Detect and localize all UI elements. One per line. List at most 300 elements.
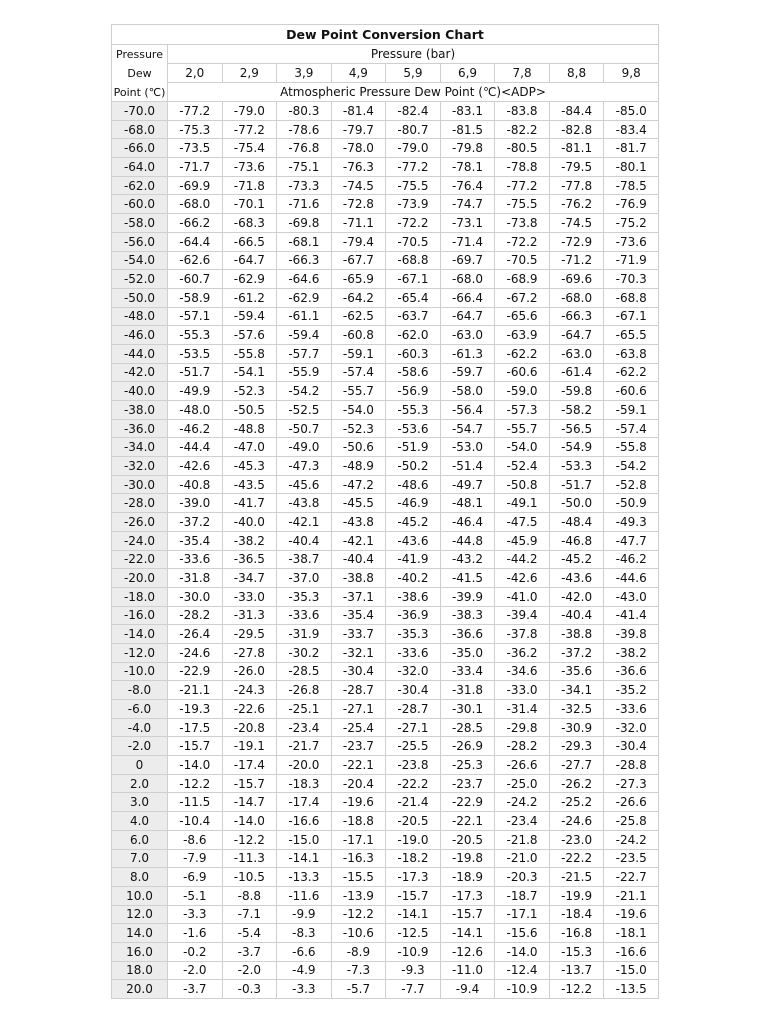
adp-cell: -32.5 xyxy=(550,700,604,718)
adp-cell: -35.2 xyxy=(604,681,658,699)
adp-cell: -43.6 xyxy=(386,532,440,550)
adp-cell: -21.5 xyxy=(550,868,604,886)
adp-cell: -62.6 xyxy=(168,252,222,270)
adp-cell: -50.5 xyxy=(223,401,277,419)
adp-cell: -25.2 xyxy=(550,793,604,811)
adp-cell: -78.8 xyxy=(495,158,549,176)
adp-cell: -77.2 xyxy=(386,158,440,176)
adp-cell: -21.0 xyxy=(495,850,549,868)
adp-cell: -19.9 xyxy=(550,887,604,905)
adp-cell: -40.8 xyxy=(168,476,222,494)
adp-cell: -41.4 xyxy=(604,607,658,625)
adp-cell: -64.4 xyxy=(168,233,222,251)
adp-cell: -80.1 xyxy=(604,158,658,176)
adp-cell: -10.4 xyxy=(168,812,222,830)
adp-cell: -40.4 xyxy=(550,607,604,625)
adp-cell: -0.3 xyxy=(223,980,277,998)
stub-line-point: Point (℃) xyxy=(113,85,166,99)
adp-cell: -83.4 xyxy=(604,121,658,139)
adp-cell: -52.3 xyxy=(223,382,277,400)
adp-cell: -15.7 xyxy=(168,737,222,755)
adp-cell: -9.4 xyxy=(441,980,495,998)
adp-cell: -59.4 xyxy=(223,308,277,326)
adp-cell: -28.7 xyxy=(386,700,440,718)
adp-cell: -62.2 xyxy=(495,345,549,363)
adp-cell: -78.6 xyxy=(277,121,331,139)
adp-cell: -20.8 xyxy=(223,719,277,737)
adp-cell: -15.7 xyxy=(223,775,277,793)
table-row xyxy=(112,850,658,868)
dew-point-label: 10.0 xyxy=(112,887,167,905)
table-row xyxy=(112,756,658,774)
adp-cell: -15.5 xyxy=(332,868,386,886)
adp-cell: -49.3 xyxy=(604,513,658,531)
adp-cell: -46.2 xyxy=(604,551,658,569)
adp-cell: -53.3 xyxy=(550,457,604,475)
adp-cell: -33.0 xyxy=(223,588,277,606)
dew-point-label: 0 xyxy=(112,756,167,774)
dew-point-label: -62.0 xyxy=(112,177,167,195)
adp-cell: -15.3 xyxy=(550,943,604,961)
adp-cell: -66.3 xyxy=(550,308,604,326)
adp-cell: -31.3 xyxy=(223,607,277,625)
adp-cell: -72.9 xyxy=(550,233,604,251)
adp-cell: -31.9 xyxy=(277,625,331,643)
dew-point-label: -54.0 xyxy=(112,252,167,270)
adp-cell: -49.0 xyxy=(277,438,331,456)
adp-cell: -45.2 xyxy=(386,513,440,531)
adp-cell: -17.1 xyxy=(495,906,549,924)
adp-cell: -62.2 xyxy=(604,364,658,382)
adp-cell: -27.7 xyxy=(550,756,604,774)
adp-cell: -23.0 xyxy=(550,831,604,849)
adp-cell: -18.9 xyxy=(441,868,495,886)
adp-cell: -14.7 xyxy=(223,793,277,811)
adp-cell: -46.8 xyxy=(550,532,604,550)
adp-cell: -13.7 xyxy=(550,962,604,980)
dew-point-label: -52.0 xyxy=(112,270,167,288)
adp-cell: -18.8 xyxy=(332,812,386,830)
adp-cell: -15.0 xyxy=(604,962,658,980)
dew-point-label: -34.0 xyxy=(112,438,167,456)
adp-header: Atmospheric Pressure Dew Point (℃)<ADP> xyxy=(168,83,658,101)
adp-cell: -30.1 xyxy=(441,700,495,718)
adp-cell: -25.0 xyxy=(495,775,549,793)
adp-cell: -23.7 xyxy=(332,737,386,755)
adp-cell: -30.4 xyxy=(604,737,658,755)
dew-point-label: -70.0 xyxy=(112,102,167,120)
adp-cell: -29.8 xyxy=(495,719,549,737)
dew-point-label: -68.0 xyxy=(112,121,167,139)
table-row xyxy=(112,831,658,849)
adp-cell: -45.3 xyxy=(223,457,277,475)
adp-cell: -33.6 xyxy=(168,551,222,569)
adp-cell: -22.2 xyxy=(550,850,604,868)
adp-cell: -2.0 xyxy=(168,962,222,980)
adp-cell: -76.3 xyxy=(332,158,386,176)
adp-cell: -32.0 xyxy=(604,719,658,737)
dew-point-label: -58.0 xyxy=(112,214,167,232)
table-row xyxy=(112,102,658,120)
adp-cell: -55.7 xyxy=(332,382,386,400)
adp-cell: -44.2 xyxy=(495,551,549,569)
adp-cell: -84.4 xyxy=(550,102,604,120)
dew-point-table xyxy=(111,24,659,999)
pressure-col-header: 5,9 xyxy=(386,64,440,82)
adp-cell: -8.3 xyxy=(277,924,331,942)
dew-point-label: -42.0 xyxy=(112,364,167,382)
adp-cell: -68.8 xyxy=(386,252,440,270)
adp-cell: -18.4 xyxy=(550,906,604,924)
dew-point-label: -48.0 xyxy=(112,308,167,326)
table-row xyxy=(112,401,658,419)
adp-cell: -24.6 xyxy=(550,812,604,830)
dew-point-label: -18.0 xyxy=(112,588,167,606)
adp-cell: -19.8 xyxy=(441,850,495,868)
adp-cell: -59.7 xyxy=(441,364,495,382)
adp-cell: -71.7 xyxy=(168,158,222,176)
adp-cell: -49.1 xyxy=(495,494,549,512)
adp-cell: -57.6 xyxy=(223,326,277,344)
adp-cell: -65.6 xyxy=(495,308,549,326)
adp-cell: -32.0 xyxy=(386,663,440,681)
table-row xyxy=(112,233,658,251)
adp-cell: -7.9 xyxy=(168,850,222,868)
adp-cell: -22.6 xyxy=(223,700,277,718)
adp-cell: -11.0 xyxy=(441,962,495,980)
adp-cell: -56.4 xyxy=(441,401,495,419)
adp-cell: -17.3 xyxy=(441,887,495,905)
adp-cell: -78.5 xyxy=(604,177,658,195)
adp-cell: -18.2 xyxy=(386,850,440,868)
table-row xyxy=(112,438,658,456)
adp-cell: -72.2 xyxy=(495,233,549,251)
table-row xyxy=(112,569,658,587)
adp-cell: -30.4 xyxy=(386,681,440,699)
table-row xyxy=(112,382,658,400)
adp-cell: -3.3 xyxy=(277,980,331,998)
dew-point-label: -26.0 xyxy=(112,513,167,531)
adp-cell: -70.1 xyxy=(223,195,277,213)
table-row xyxy=(112,551,658,569)
table-row xyxy=(112,476,658,494)
adp-cell: -38.2 xyxy=(223,532,277,550)
adp-cell: -14.1 xyxy=(441,924,495,942)
adp-cell: -33.0 xyxy=(495,681,549,699)
adp-cell: -73.6 xyxy=(223,158,277,176)
adp-cell: -50.2 xyxy=(386,457,440,475)
adp-cell: -70.3 xyxy=(604,270,658,288)
adp-cell: -51.7 xyxy=(550,476,604,494)
adp-cell: -6.9 xyxy=(168,868,222,886)
adp-cell: -39.9 xyxy=(441,588,495,606)
adp-cell: -56.9 xyxy=(386,382,440,400)
adp-cell: -53.6 xyxy=(386,420,440,438)
adp-cell: -18.3 xyxy=(277,775,331,793)
table-row xyxy=(112,868,658,886)
adp-cell: -36.6 xyxy=(441,625,495,643)
adp-cell: -47.2 xyxy=(332,476,386,494)
adp-cell: -43.5 xyxy=(223,476,277,494)
adp-cell: -37.0 xyxy=(277,569,331,587)
table-body xyxy=(112,102,658,998)
adp-cell: -12.2 xyxy=(550,980,604,998)
adp-cell: -54.2 xyxy=(277,382,331,400)
adp-cell: -58.2 xyxy=(550,401,604,419)
adp-cell: -79.8 xyxy=(441,139,495,157)
table-row xyxy=(112,793,658,811)
adp-cell: -24.6 xyxy=(168,644,222,662)
adp-cell: -19.3 xyxy=(168,700,222,718)
adp-cell: -49.7 xyxy=(441,476,495,494)
adp-cell: -21.1 xyxy=(604,887,658,905)
adp-cell: -12.4 xyxy=(495,962,549,980)
adp-cell: -75.2 xyxy=(604,214,658,232)
adp-cell: -47.5 xyxy=(495,513,549,531)
adp-cell: -69.8 xyxy=(277,214,331,232)
table-row xyxy=(112,177,658,195)
table-row xyxy=(112,980,658,998)
adp-cell: -3.7 xyxy=(223,943,277,961)
adp-cell: -63.7 xyxy=(386,308,440,326)
adp-cell: -17.4 xyxy=(277,793,331,811)
adp-cell: -24.2 xyxy=(495,793,549,811)
adp-cell: -54.0 xyxy=(495,438,549,456)
dew-point-chart xyxy=(111,24,659,999)
adp-cell: -68.0 xyxy=(550,289,604,307)
adp-cell: -73.8 xyxy=(495,214,549,232)
adp-cell: -8.6 xyxy=(168,831,222,849)
table-row xyxy=(112,420,658,438)
adp-cell: -65.5 xyxy=(604,326,658,344)
adp-cell: -16.3 xyxy=(332,850,386,868)
adp-cell: -54.0 xyxy=(332,401,386,419)
adp-cell: -50.7 xyxy=(277,420,331,438)
adp-cell: -64.2 xyxy=(332,289,386,307)
adp-cell: -75.5 xyxy=(495,195,549,213)
adp-cell: -41.7 xyxy=(223,494,277,512)
adp-cell: -28.8 xyxy=(604,756,658,774)
adp-cell: -48.1 xyxy=(441,494,495,512)
adp-cell: -37.8 xyxy=(495,625,549,643)
table-row xyxy=(112,663,658,681)
dew-point-label: -36.0 xyxy=(112,420,167,438)
adp-cell: -14.0 xyxy=(168,756,222,774)
adp-cell: -62.9 xyxy=(277,289,331,307)
adp-cell: -69.7 xyxy=(441,252,495,270)
table-row xyxy=(112,121,658,139)
adp-cell: -27.1 xyxy=(386,719,440,737)
adp-cell: -67.2 xyxy=(495,289,549,307)
adp-cell: -25.1 xyxy=(277,700,331,718)
dew-point-label: -10.0 xyxy=(112,663,167,681)
adp-cell: -24.3 xyxy=(223,681,277,699)
adp-cell: -48.9 xyxy=(332,457,386,475)
adp-cell: -35.0 xyxy=(441,644,495,662)
adp-cell: -18.1 xyxy=(604,924,658,942)
adp-cell: -31.4 xyxy=(495,700,549,718)
adp-cell: -80.5 xyxy=(495,139,549,157)
adp-cell: -10.9 xyxy=(495,980,549,998)
adp-cell: -21.1 xyxy=(168,681,222,699)
adp-cell: -51.7 xyxy=(168,364,222,382)
dew-point-label: -30.0 xyxy=(112,476,167,494)
pressure-col-header: 3,9 xyxy=(277,64,331,82)
adp-cell: -43.2 xyxy=(441,551,495,569)
adp-cell: -23.5 xyxy=(604,850,658,868)
dew-point-label: -2.0 xyxy=(112,737,167,755)
adp-cell: -39.4 xyxy=(495,607,549,625)
adp-cell: -62.9 xyxy=(223,270,277,288)
adp-cell: -16.6 xyxy=(277,812,331,830)
dew-point-label: -44.0 xyxy=(112,345,167,363)
adp-cell: -33.4 xyxy=(441,663,495,681)
adp-cell: -40.4 xyxy=(332,551,386,569)
adp-cell: -12.2 xyxy=(223,831,277,849)
table-row xyxy=(112,270,658,288)
adp-cell: -72.2 xyxy=(386,214,440,232)
adp-cell: -29.3 xyxy=(550,737,604,755)
table-row xyxy=(112,494,658,512)
adp-cell: -34.1 xyxy=(550,681,604,699)
adp-cell: -81.1 xyxy=(550,139,604,157)
adp-cell: -45.5 xyxy=(332,494,386,512)
adp-cell: -78.1 xyxy=(441,158,495,176)
adp-cell: -38.7 xyxy=(277,551,331,569)
adp-cell: -37.2 xyxy=(168,513,222,531)
adp-cell: -63.9 xyxy=(495,326,549,344)
adp-cell: -35.3 xyxy=(277,588,331,606)
adp-cell: -43.0 xyxy=(604,588,658,606)
adp-cell: -20.3 xyxy=(495,868,549,886)
adp-cell: -7.7 xyxy=(386,980,440,998)
adp-cell: -28.7 xyxy=(332,681,386,699)
adp-cell: -53.0 xyxy=(441,438,495,456)
adp-cell: -20.0 xyxy=(277,756,331,774)
adp-cell: -61.1 xyxy=(277,308,331,326)
adp-cell: -26.0 xyxy=(223,663,277,681)
adp-cell: -65.9 xyxy=(332,270,386,288)
dew-point-label: -28.0 xyxy=(112,494,167,512)
adp-cell: -20.5 xyxy=(386,812,440,830)
adp-cell: -5.7 xyxy=(332,980,386,998)
adp-cell: -10.6 xyxy=(332,924,386,942)
adp-cell: -66.4 xyxy=(441,289,495,307)
adp-cell: -30.0 xyxy=(168,588,222,606)
adp-cell: -50.6 xyxy=(332,438,386,456)
adp-cell: -55.7 xyxy=(495,420,549,438)
adp-cell: -68.0 xyxy=(441,270,495,288)
adp-cell: -54.7 xyxy=(441,420,495,438)
adp-cell: -64.7 xyxy=(441,308,495,326)
adp-cell: -51.4 xyxy=(441,457,495,475)
adp-cell: -79.0 xyxy=(223,102,277,120)
table-row xyxy=(112,457,658,475)
adp-cell: -33.6 xyxy=(604,700,658,718)
table-row xyxy=(112,588,658,606)
adp-cell: -19.0 xyxy=(386,831,440,849)
adp-cell: -81.7 xyxy=(604,139,658,157)
adp-cell: -31.8 xyxy=(168,569,222,587)
adp-cell: -74.5 xyxy=(550,214,604,232)
dew-point-label: 20.0 xyxy=(112,980,167,998)
adp-cell: -45.9 xyxy=(495,532,549,550)
adp-cell: -59.1 xyxy=(604,401,658,419)
adp-cell: -67.1 xyxy=(386,270,440,288)
adp-cell: -50.8 xyxy=(495,476,549,494)
adp-cell: -64.7 xyxy=(223,252,277,270)
adp-cell: -12.6 xyxy=(441,943,495,961)
adp-cell: -38.8 xyxy=(332,569,386,587)
table-row xyxy=(112,158,658,176)
adp-cell: -45.6 xyxy=(277,476,331,494)
adp-cell: -64.6 xyxy=(277,270,331,288)
adp-cell: -42.1 xyxy=(332,532,386,550)
adp-cell: -22.9 xyxy=(168,663,222,681)
adp-cell: -42.0 xyxy=(550,588,604,606)
adp-cell: -75.4 xyxy=(223,139,277,157)
dew-point-label: 2.0 xyxy=(112,775,167,793)
table-row xyxy=(112,252,658,270)
pressure-col-header: 8,8 xyxy=(550,64,604,82)
adp-cell: -7.1 xyxy=(223,906,277,924)
dew-point-label: -32.0 xyxy=(112,457,167,475)
table-row xyxy=(112,887,658,905)
adp-cell: -10.5 xyxy=(223,868,277,886)
adp-cell: -51.9 xyxy=(386,438,440,456)
adp-cell: -73.6 xyxy=(604,233,658,251)
adp-cell: -10.9 xyxy=(386,943,440,961)
adp-cell: -59.1 xyxy=(332,345,386,363)
adp-cell: -15.0 xyxy=(277,831,331,849)
dew-point-label: 16.0 xyxy=(112,943,167,961)
adp-cell: -12.2 xyxy=(168,775,222,793)
adp-cell: -39.0 xyxy=(168,494,222,512)
adp-cell: -75.3 xyxy=(168,121,222,139)
adp-cell: -76.4 xyxy=(441,177,495,195)
adp-cell: -60.7 xyxy=(168,270,222,288)
adp-cell: -4.9 xyxy=(277,962,331,980)
adp-cell: -3.3 xyxy=(168,906,222,924)
adp-cell: -63.0 xyxy=(550,345,604,363)
adp-cell: -76.9 xyxy=(604,195,658,213)
adp-cell: -58.0 xyxy=(441,382,495,400)
pressure-col-header: 4,9 xyxy=(332,64,386,82)
adp-cell: -57.7 xyxy=(277,345,331,363)
table-row xyxy=(112,345,658,363)
adp-cell: -85.0 xyxy=(604,102,658,120)
adp-cell: -22.1 xyxy=(441,812,495,830)
dew-point-label: -40.0 xyxy=(112,382,167,400)
adp-cell: -48.6 xyxy=(386,476,440,494)
adp-cell: -60.3 xyxy=(386,345,440,363)
adp-cell: -23.4 xyxy=(277,719,331,737)
adp-cell: -66.5 xyxy=(223,233,277,251)
adp-cell: -57.4 xyxy=(332,364,386,382)
table-row xyxy=(112,195,658,213)
adp-cell: -29.5 xyxy=(223,625,277,643)
table-row xyxy=(112,607,658,625)
adp-cell: -78.0 xyxy=(332,139,386,157)
adp-cell: -37.1 xyxy=(332,588,386,606)
dew-point-label: -14.0 xyxy=(112,625,167,643)
adp-cell: -16.8 xyxy=(550,924,604,942)
adp-cell: -44.4 xyxy=(168,438,222,456)
adp-cell: -42.6 xyxy=(168,457,222,475)
adp-cell: -35.4 xyxy=(332,607,386,625)
adp-cell: -73.9 xyxy=(386,195,440,213)
table-row xyxy=(112,625,658,643)
